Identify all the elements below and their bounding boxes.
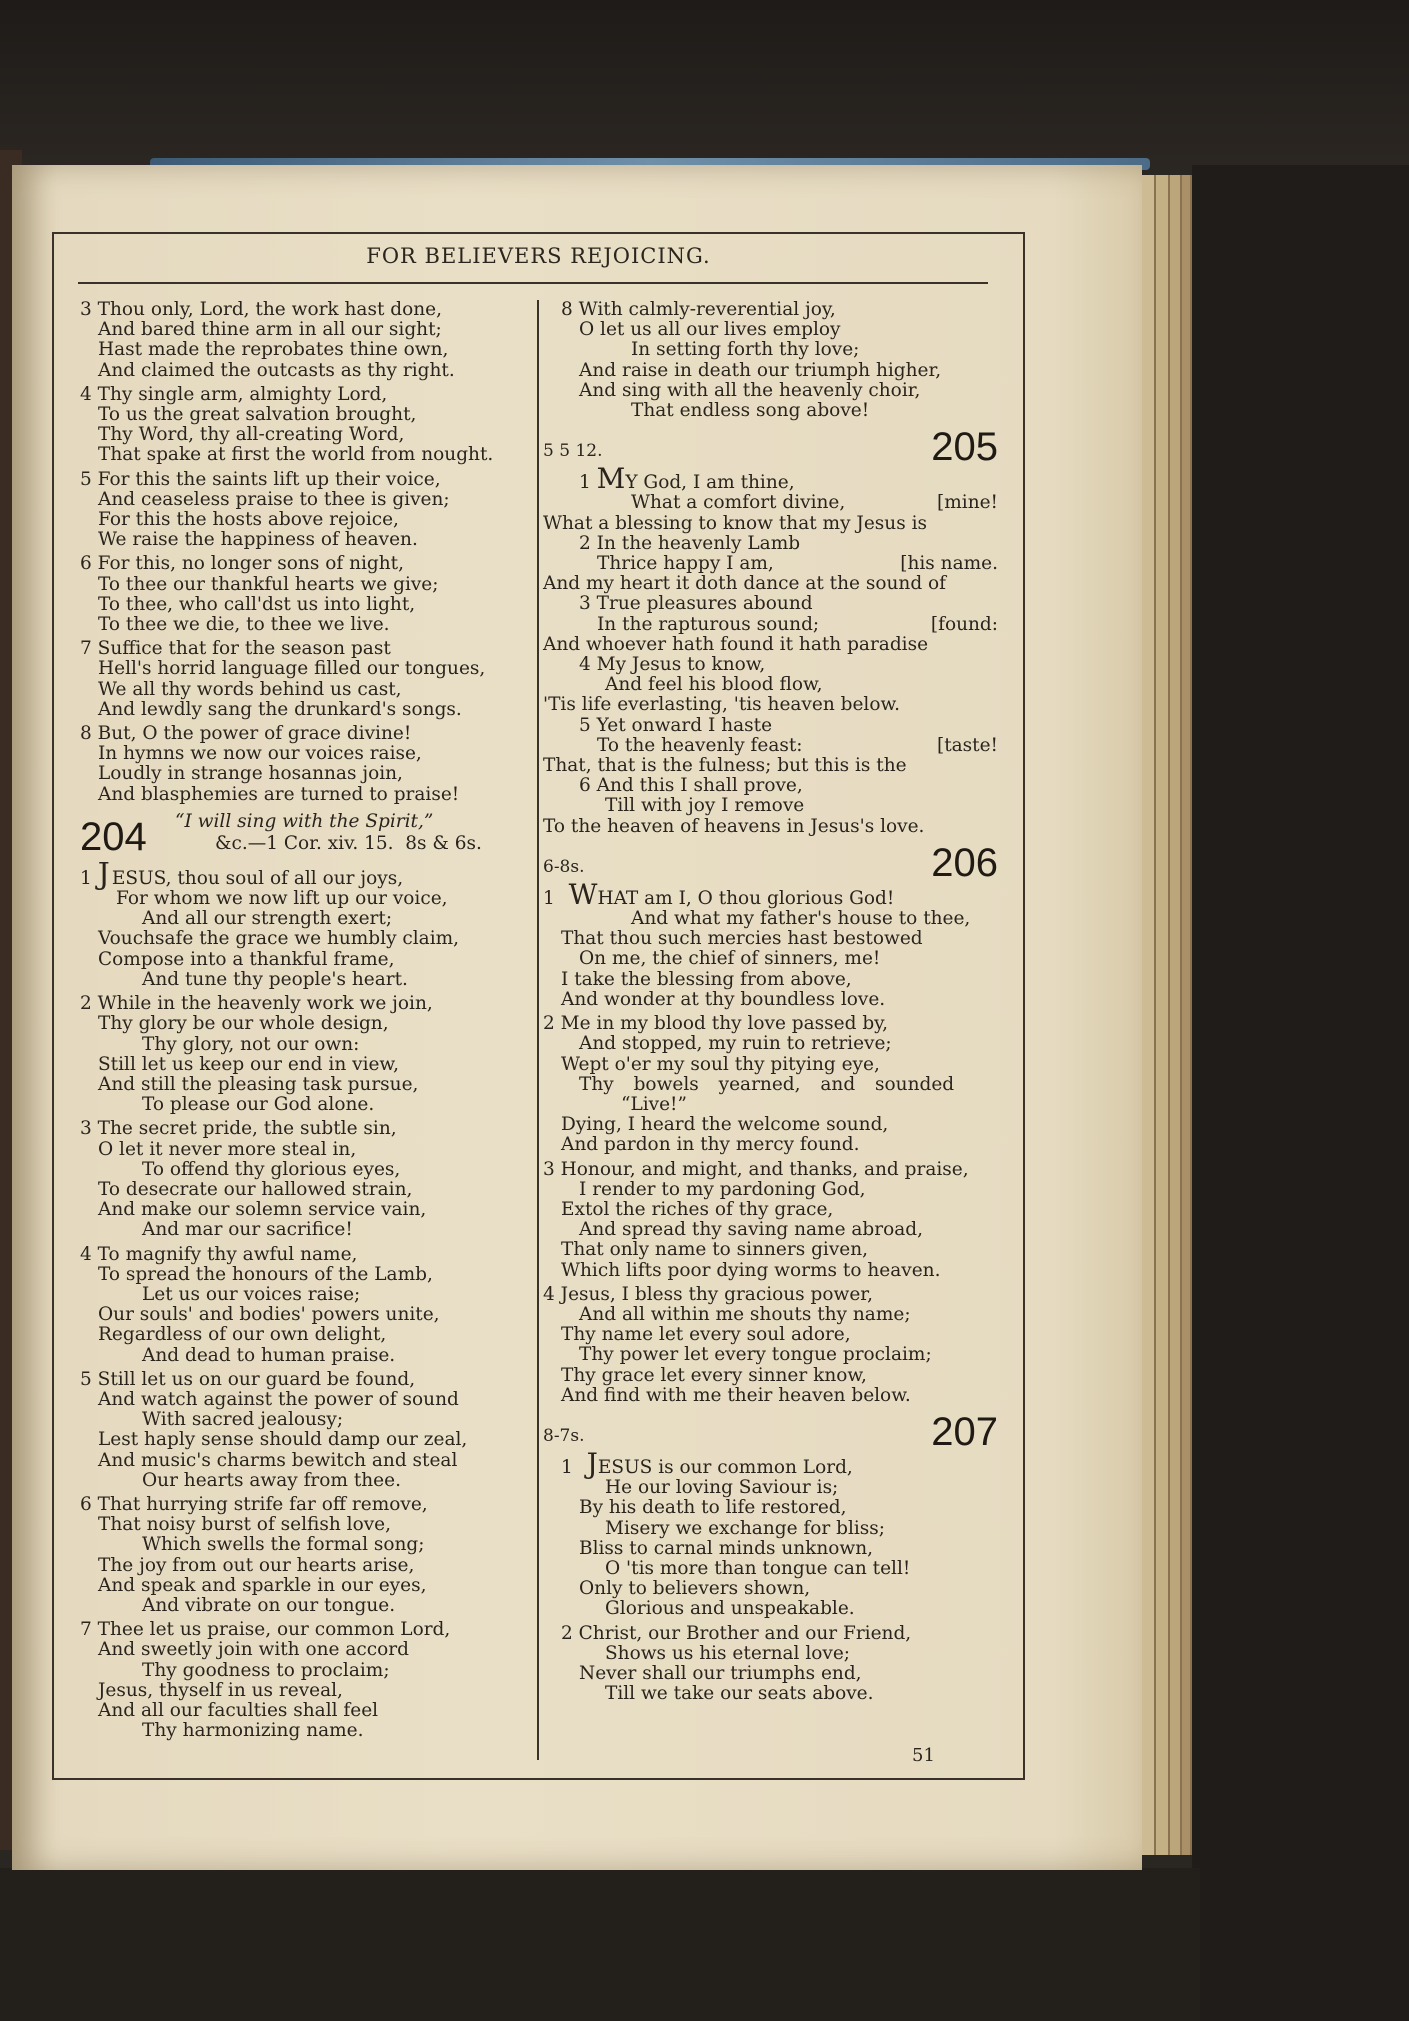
verse-line: And spread thy saving name abroad, bbox=[579, 1219, 924, 1241]
hymn-number: 204 bbox=[80, 814, 147, 859]
verse-line: 5 Still let us on our guard be found, bbox=[80, 1368, 416, 1390]
verse-line: Bliss to carnal minds unknown, bbox=[579, 1537, 874, 1559]
verse-line: And vibrate on our tongue. bbox=[142, 1594, 396, 1616]
verse-line: Thy glory, not our own: bbox=[142, 1033, 360, 1055]
verse-line: Dying, I heard the welcome sound, bbox=[561, 1114, 889, 1136]
column-divider bbox=[537, 300, 539, 1760]
verse-line: Which swells the formal song; bbox=[142, 1534, 425, 1556]
verse-line: 1 WHAT am I, O thou glorious God! bbox=[543, 877, 895, 911]
verse-line: And stopped, my ruin to retrieve; bbox=[579, 1033, 892, 1055]
verse-line: 4 Thy single arm, almighty Lord, bbox=[80, 383, 388, 405]
verse-line: Thy bowels yearned, and sounded bbox=[579, 1073, 955, 1095]
verse-line: 1 MY God, I am thine, bbox=[579, 462, 795, 496]
verse-line: Wept o'er my soul thy pitying eye, bbox=[561, 1053, 880, 1075]
verse-line: 3 Thou only, Lord, the work hast done, bbox=[80, 299, 442, 320]
verse-line: Glorious and unspeakable. bbox=[605, 1598, 855, 1620]
verse-line: He our loving Saviour is; bbox=[605, 1477, 839, 1499]
verse-line: And speak and sparkle in our eyes, bbox=[98, 1574, 427, 1596]
verse-line: 1 JESUS is our common Lord, bbox=[561, 1446, 853, 1480]
verse-line: Shows us his eternal love; bbox=[605, 1642, 851, 1664]
verse-line: Thy power let every tongue proclaim; bbox=[579, 1344, 932, 1366]
verse-line: 4 Jesus, I bless thy gracious power, bbox=[543, 1283, 874, 1305]
verse-line: And feel his blood flow, bbox=[605, 674, 823, 696]
verse-line: And whoever hath found it hath paradise bbox=[543, 633, 929, 655]
verse-line: 1 J ESUS, thou soul of all our joys, bbox=[80, 856, 404, 892]
verse-line: Jesus, thyself in us reveal, bbox=[98, 1679, 343, 1701]
hymn-meter: 8s & 6s. bbox=[405, 832, 482, 854]
verse-line: Hast made the reprobates thine own, bbox=[98, 339, 449, 361]
verse-line: And lewdly sang the drunkard's songs. bbox=[98, 698, 462, 720]
verse-line: And all our strength exert; bbox=[142, 908, 393, 930]
verse-line: And make our solemn service vain, bbox=[98, 1199, 427, 1221]
hymn-207-heading bbox=[543, 1408, 998, 1452]
book-cover-right bbox=[1192, 165, 1409, 2021]
verse-line: I take the blessing from above, bbox=[561, 968, 852, 990]
verse-line: That spake at first the world from nought. bbox=[98, 444, 494, 466]
verse-line: Still let us keep our end in view, bbox=[98, 1053, 399, 1075]
verse-line: Let us our voices raise; bbox=[142, 1283, 361, 1305]
hymn-reference-line: &c.—1 Cor. xiv. 15. 8s & 6s. bbox=[215, 832, 482, 854]
hymn-205-heading bbox=[543, 423, 998, 470]
verse-line: And mar our sacrifice! bbox=[142, 1219, 353, 1241]
verse-line: For this the hosts above rejoice, bbox=[98, 509, 399, 531]
hymn-206-heading bbox=[543, 839, 998, 883]
verse-line: Our souls' and bodies' powers unite, bbox=[98, 1304, 440, 1326]
verse-line: 5 Yet onward I haste bbox=[579, 714, 773, 736]
verse-line: Only to believers shown, bbox=[579, 1578, 811, 1600]
verse-line: 7 Thee let us praise, our common Lord, bbox=[80, 1619, 451, 1641]
verse-line: 'Tis life everlasting, 'tis heaven below. bbox=[543, 694, 900, 716]
page-number: 51 bbox=[912, 1745, 935, 1766]
verse-line: Thy Word, thy all-creating Word, bbox=[98, 424, 405, 446]
verse-line: 6 And this I shall prove, bbox=[579, 775, 803, 797]
verse-line: And blasphemies are turned to praise! bbox=[98, 783, 460, 805]
drop-cap: J bbox=[586, 1446, 598, 1480]
verse-line: 6 That hurrying strife far off remove, bbox=[80, 1493, 428, 1515]
verse-line: Thy name let every soul adore, bbox=[561, 1324, 851, 1346]
verse-line: 2 In the heavenly Lamb bbox=[579, 532, 801, 554]
verse-line: And what my father's house to thee, bbox=[631, 908, 971, 930]
running-header: FOR BELIEVERS REJOICING. bbox=[366, 244, 711, 268]
verse-line: And wonder at thy boundless love. bbox=[561, 988, 886, 1010]
verse-line: And all within me shouts thy name; bbox=[579, 1303, 911, 1325]
hymn-meter: 6-8s. bbox=[543, 856, 585, 877]
verse-line: What a blessing to know that my Jesus is bbox=[543, 512, 927, 534]
verse-line: To the heaven of heavens in Jesus's love. bbox=[543, 815, 925, 837]
verse-line: To thee we die, to thee we live. bbox=[98, 614, 390, 636]
verse-line: With sacred jealousy; bbox=[142, 1409, 344, 1431]
verse-line: 3 The secret pride, the subtle sin, bbox=[80, 1118, 397, 1140]
verse-line: And raise in death our triumph higher, bbox=[579, 359, 942, 381]
verse-line: And bared thine arm in all our sight; bbox=[98, 319, 442, 341]
verse-line: And pardon in thy mercy found. bbox=[561, 1134, 860, 1156]
hymn-epigraph: “I will sing with the Spirit,” bbox=[175, 810, 434, 832]
page-edge bbox=[1170, 175, 1182, 1855]
verse-line: That thou such mercies hast bestowed bbox=[561, 928, 923, 950]
verse-line: O let it never more steal in, bbox=[98, 1138, 357, 1160]
verse-line: And find with me their heaven below. bbox=[561, 1384, 911, 1406]
verse-line: 3 Honour, and might, and thanks, and praise, bbox=[543, 1158, 969, 1180]
hymn-meter: 8-7s. bbox=[543, 1425, 585, 1446]
verse-line: That, that is the fulness; but this is the bbox=[543, 755, 907, 777]
verse-line: And claimed the outcasts as thy right. bbox=[98, 359, 455, 381]
hymn-number: 206 bbox=[931, 840, 998, 885]
verse-line: 6 For this, no longer sons of night, bbox=[80, 553, 404, 575]
verse-line: 4 My Jesus to know, bbox=[579, 654, 766, 676]
verse-line: Till we take our seats above. bbox=[605, 1683, 874, 1705]
verse-line: To the heavenly feast: [taste! bbox=[597, 734, 998, 756]
page-edge bbox=[1182, 175, 1192, 1855]
verse-line: 4 To magnify thy awful name, bbox=[80, 1243, 358, 1265]
verse-line: To us the great salvation brought, bbox=[98, 404, 417, 426]
verse-line: And my heart it doth dance at the sound of bbox=[543, 573, 947, 595]
verse-line: 8 But, O the power of grace divine! bbox=[80, 723, 412, 745]
verse-line: Thrice happy I am, [his name. bbox=[597, 553, 998, 575]
verse-line: And still the pleasing task pursue, bbox=[98, 1073, 419, 1095]
verse-line: In the rapturous sound; [found: bbox=[597, 613, 998, 635]
verse-line: “Live!” bbox=[621, 1093, 687, 1115]
verse-line: What a comfort divine, [mine! bbox=[631, 492, 998, 514]
verse-line: 2 Me in my blood thy love passed by, bbox=[543, 1013, 889, 1035]
verse-line: 5 For this the saints lift up their voice, bbox=[80, 468, 441, 490]
verse-line: And music's charms bewitch and steal bbox=[98, 1449, 458, 1471]
verse-line: Lest haply sense should damp our zeal, bbox=[98, 1429, 468, 1451]
verse-line: To offend thy glorious eyes, bbox=[142, 1158, 401, 1180]
hymn-number: 205 bbox=[931, 425, 998, 470]
hymn-204-heading bbox=[80, 809, 530, 859]
verse-line: For whom we now lift up our voice, bbox=[116, 888, 448, 910]
verse-line: To spread the honours of the Lamb, bbox=[98, 1263, 433, 1285]
verse-line: 8 With calmly-reverential joy, bbox=[561, 299, 836, 320]
verse-line: We raise the happiness of heaven. bbox=[98, 529, 418, 551]
verse-line: I render to my pardoning God, bbox=[579, 1178, 866, 1200]
verse-line: Thy glory be our whole design, bbox=[98, 1013, 389, 1035]
verse-line: 2 While in the heavenly work we join, bbox=[80, 993, 433, 1015]
verse-line: To please our God alone. bbox=[142, 1094, 375, 1116]
verse-line: Thy grace let every sinner know, bbox=[561, 1364, 867, 1386]
verse-line: 7 Suffice that for the season past bbox=[80, 638, 391, 660]
verse-line: And dead to human praise. bbox=[142, 1344, 396, 1366]
verse-line: And all our faculties shall feel bbox=[98, 1700, 379, 1721]
verse-line: That noisy burst of selfish love, bbox=[98, 1514, 391, 1536]
left-column bbox=[80, 300, 530, 1741]
header-rule bbox=[78, 282, 988, 284]
verse-line: Till with joy I remove bbox=[605, 795, 805, 817]
verse-line: In hymns we now our voices raise, bbox=[98, 743, 422, 765]
verse-line: Thy goodness to proclaim; bbox=[142, 1659, 390, 1681]
hymn-meter: 5 5 12. bbox=[543, 441, 603, 462]
book-cover-bottom bbox=[0, 1868, 1200, 2021]
verse-line: The joy from out our hearts arise, bbox=[98, 1554, 415, 1576]
verse-line: Misery we exchange for bliss; bbox=[605, 1517, 886, 1539]
verse-line: In setting forth thy love; bbox=[631, 339, 860, 361]
verse-line: Hell's horrid language filled our tongues, bbox=[98, 658, 486, 680]
page-edge bbox=[1140, 175, 1156, 1855]
verse-line: Which lifts poor dying worms to heaven. bbox=[561, 1259, 941, 1281]
verse-line: Regardless of our own delight, bbox=[98, 1324, 387, 1346]
verse-line: And ceaseless praise to thee is given; bbox=[98, 488, 450, 510]
verse-line: And sing with all the heavenly choir, bbox=[579, 379, 921, 401]
verse-line: To thee, who call'dst us into light, bbox=[98, 593, 416, 615]
verse-line: Thy harmonizing name. bbox=[142, 1720, 364, 1742]
verse-line: 2 Christ, our Brother and our Friend, bbox=[561, 1622, 912, 1644]
verse-line: That endless song above! bbox=[631, 400, 870, 422]
verse-line: To desecrate our hallowed strain, bbox=[98, 1178, 413, 1200]
verse-line: O let us all our lives employ bbox=[579, 319, 841, 341]
verse-line: Vouchsafe the grace we humbly claim, bbox=[98, 928, 460, 950]
verse-line: And sweetly join with one accord bbox=[98, 1639, 409, 1661]
drop-cap: W bbox=[568, 877, 598, 911]
verse-line: We all thy words behind us cast, bbox=[98, 678, 402, 700]
verse-line: Compose into a thankful frame, bbox=[98, 948, 395, 970]
verse-line: Our hearts away from thee. bbox=[142, 1469, 401, 1491]
verse-line: O 'tis more than tongue can tell! bbox=[605, 1557, 911, 1579]
verse-line: And watch against the power of sound bbox=[98, 1388, 459, 1410]
verse-line: Never shall our triumphs end, bbox=[579, 1662, 862, 1684]
right-column bbox=[543, 300, 998, 1704]
verse-line: Loudly in strange hosannas join, bbox=[98, 763, 403, 785]
verse-line: To thee our thankful hearts we give; bbox=[98, 573, 439, 595]
drop-cap: M bbox=[596, 462, 626, 496]
verse-line: And tune thy people's heart. bbox=[142, 968, 408, 990]
book-cover-top bbox=[0, 0, 1409, 165]
verse-line: Extol the riches of thy grace, bbox=[561, 1198, 834, 1220]
hymn-number: 207 bbox=[931, 1409, 998, 1454]
verse-line: 3 True pleasures abound bbox=[579, 593, 813, 615]
page-edge bbox=[1156, 175, 1170, 1855]
drop-cap: J bbox=[97, 856, 110, 892]
verse-line: By his death to life restored, bbox=[579, 1497, 847, 1519]
verse-line: On me, the chief of sinners, me! bbox=[579, 948, 881, 970]
verse-line: That only name to sinners given, bbox=[561, 1239, 869, 1261]
